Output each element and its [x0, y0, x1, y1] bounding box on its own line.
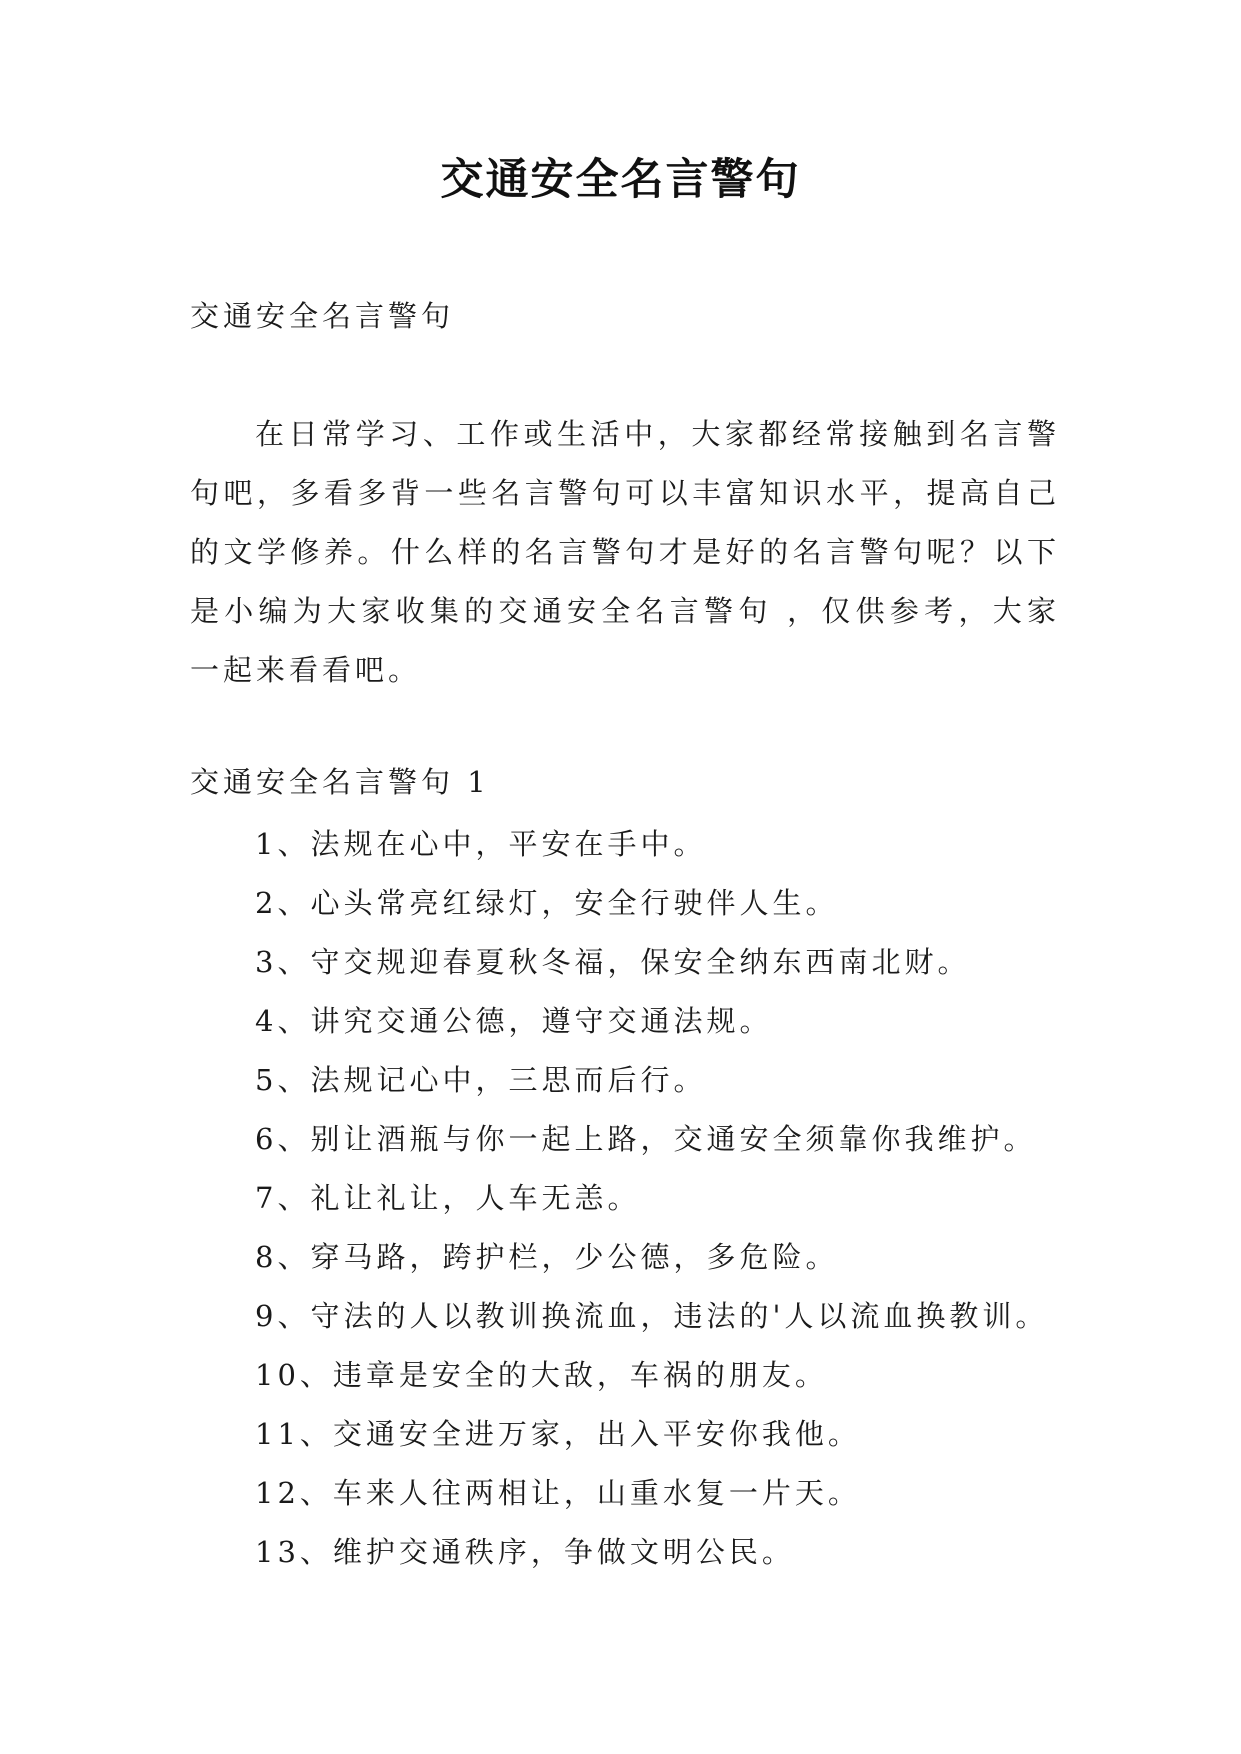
document-subtitle: 交通安全名言警句: [190, 299, 455, 333]
quote-item: 9、守法的人以教训换流血，违法的'人以流血换教训。: [255, 1299, 1049, 1333]
quote-item: 3、守交规迎春夏秋冬福，保安全纳东西南北财。: [255, 945, 971, 979]
quote-item: 1、法规在心中，平安在手中。: [255, 827, 707, 861]
quote-item: 8、穿马路，跨护栏，少公德，多危险。: [255, 1240, 839, 1274]
section-heading: 交通安全名言警句 1: [190, 765, 490, 799]
quote-item: 4、讲究交通公德，遵守交通法规。: [255, 1004, 773, 1038]
quote-item: 2、心头常亮红绿灯，安全行驶伴人生。: [255, 886, 839, 920]
quote-item: 10、违章是安全的大敌，车祸的朋友。: [255, 1358, 828, 1392]
quote-list: [255, 815, 1215, 1582]
quote-item: 6、别让酒瓶与你一起上路，交通安全须靠你我维护。: [255, 1122, 1037, 1156]
quote-item: 5、法规记心中，三思而后行。: [255, 1063, 707, 1097]
quote-item: 13、维护交通秩序，争做文明公民。: [255, 1535, 795, 1569]
quote-item: 7、礼让礼让，人车无恙。: [255, 1181, 641, 1215]
intro-paragraph: 在日常学习、工作或生活中，大家都经常接触到名言警句吧，多看多背一些名言警句可以丰富知识水平，提高自己的文学修养。什么样的名言警句才是好的名言警句呢？以下是小编为大家收集的交通安全名言警句 ，仅供参考，大家一起来看看吧。: [190, 417, 1060, 687]
quote-item: 12、车来人往两相让，山重水复一片天。: [255, 1476, 861, 1510]
document-title: 交通安全名言警句: [440, 155, 801, 205]
quote-item: 11、交通安全进万家，出入平安你我他。: [255, 1417, 861, 1451]
